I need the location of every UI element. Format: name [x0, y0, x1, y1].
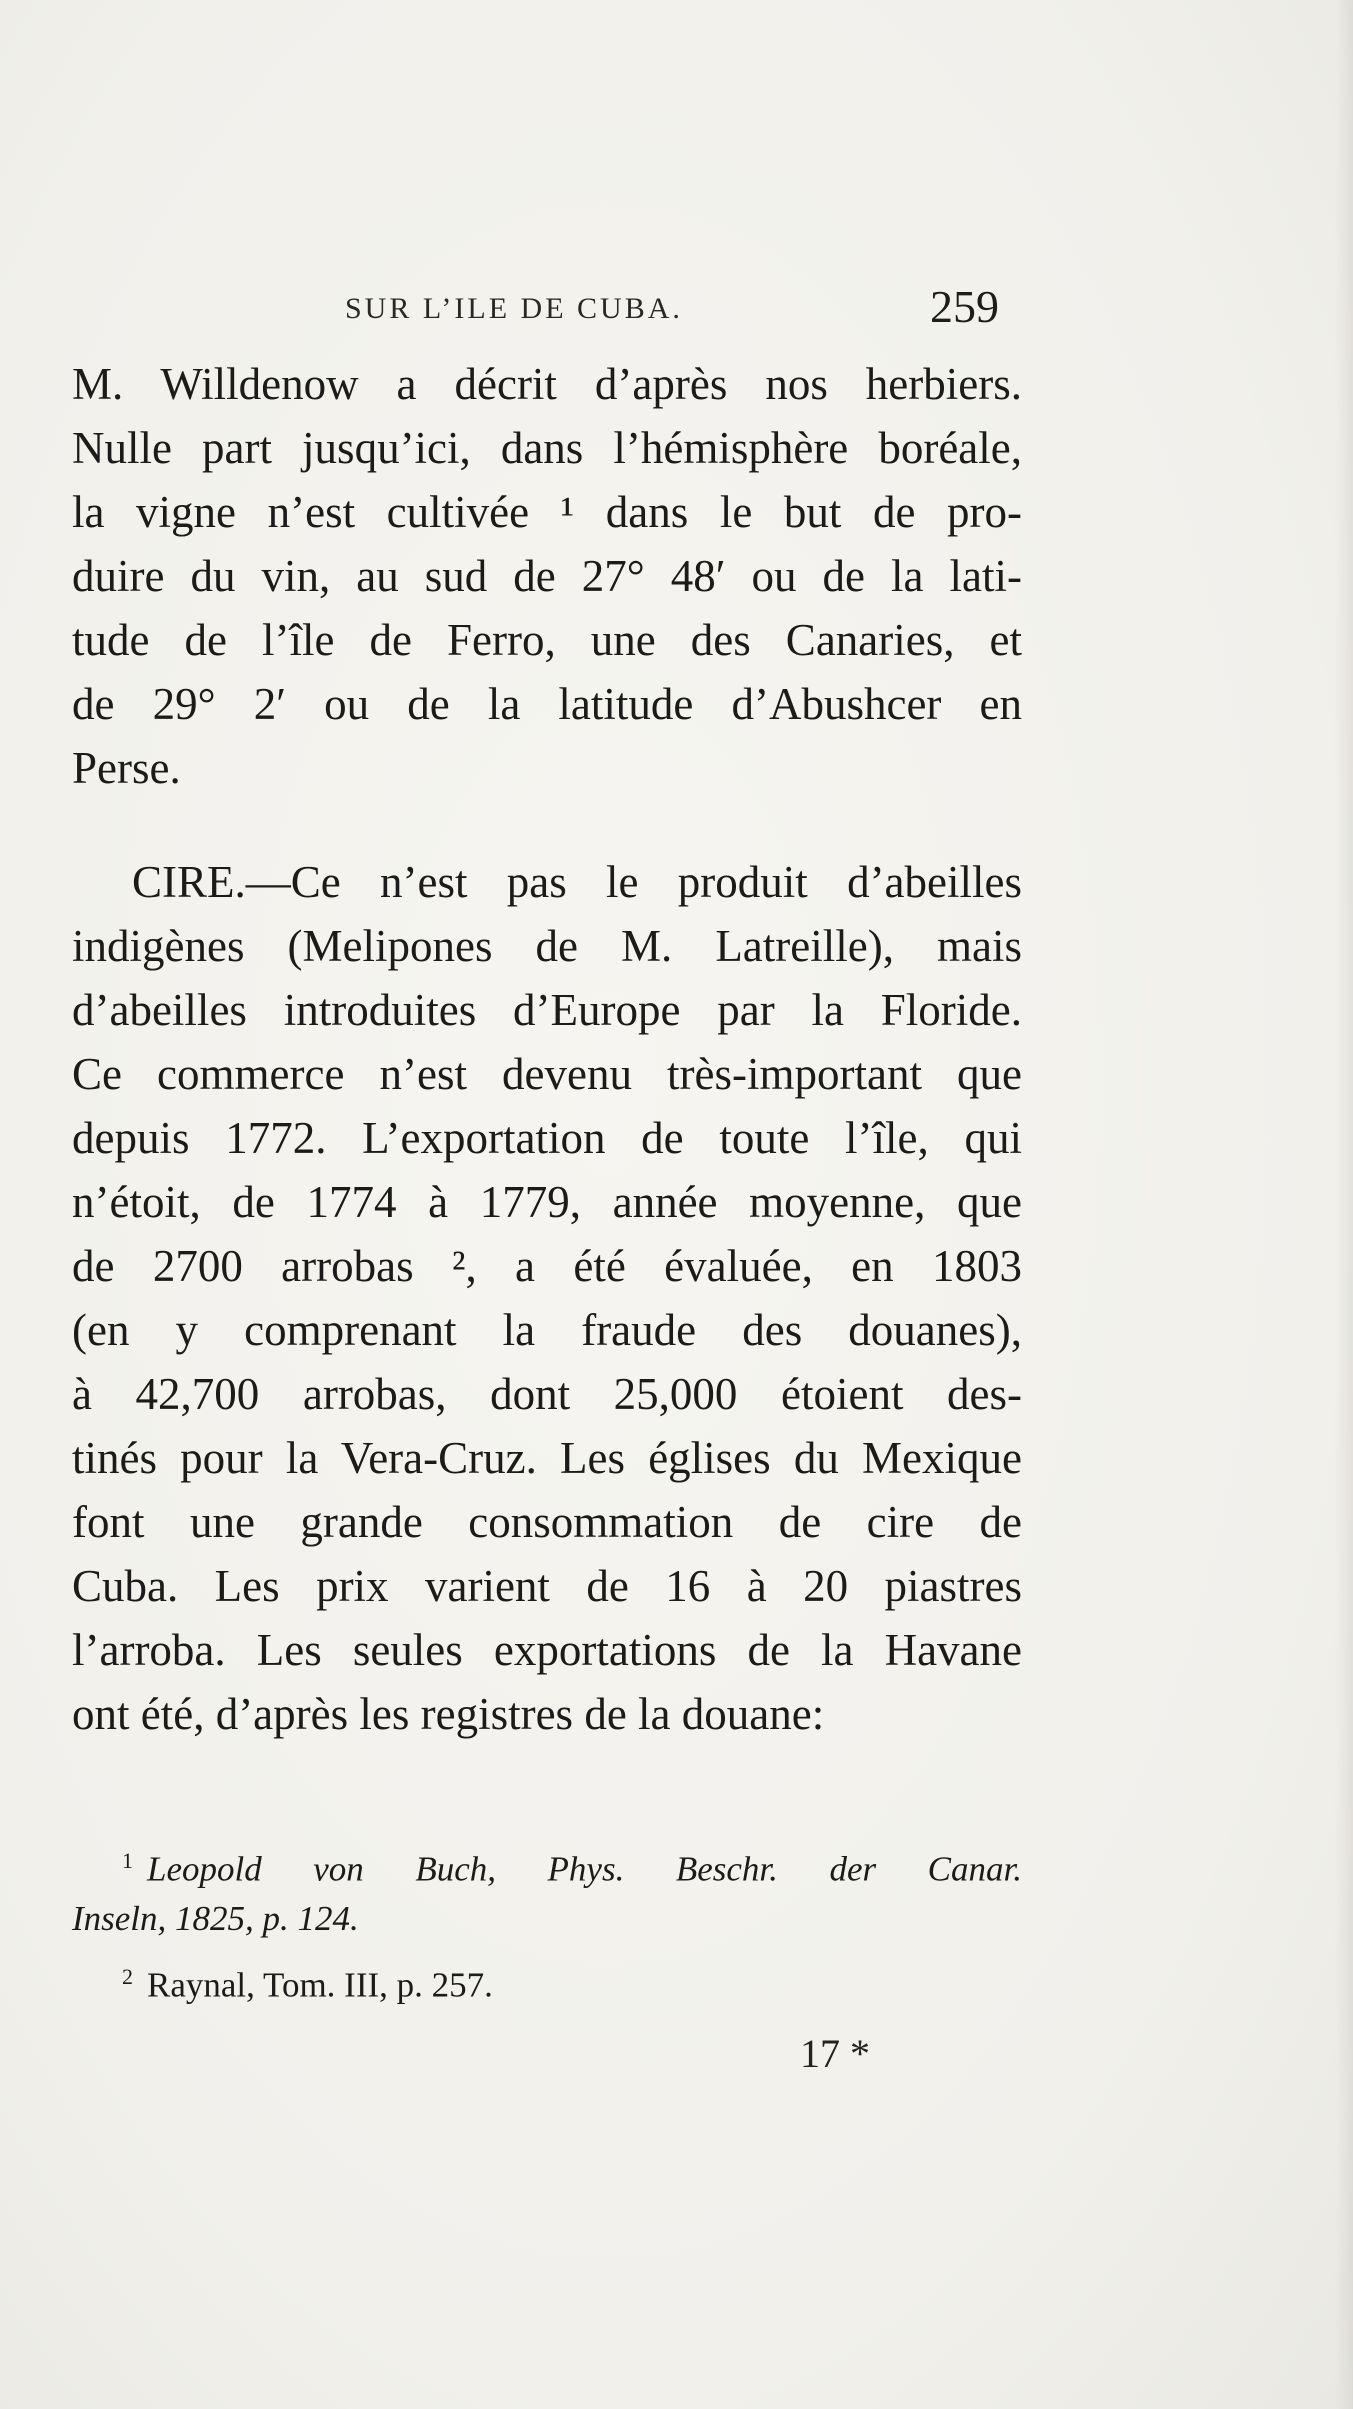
footnote-1: [72, 1832, 1022, 1890]
text-line: CIRE.—Ce n’est pas le produit d’abeilles: [132, 857, 1022, 907]
text-line: de 29° 2′ ou de la latitude d’Abushcer en: [72, 679, 1022, 729]
text-line: ont été, d’après les registres de la douane:: [72, 1689, 825, 1739]
signature-mark: 17 *: [800, 2031, 870, 2076]
text-line: indigènes (Melipones de M. Latreille), mais: [72, 921, 1022, 971]
text-line: font une grande consommation de cire de: [72, 1497, 1022, 1547]
paragraph-willdenow: [72, 352, 1022, 800]
footnotes: [72, 1832, 1022, 2006]
text-line: la vigne n’est cultivée ¹ dans le but de pro-: [72, 487, 1022, 537]
page-header: [0, 281, 1353, 338]
page-edge-shadow: [1335, 0, 1353, 2409]
text-line: d’abeilles introduites d’Europe par la Floride.: [72, 985, 1022, 1035]
running-title: SUR L’ILE DE CUBA.: [345, 292, 683, 325]
text-line: tinés pour la Vera-Cruz. Les églises du Mexique: [72, 1433, 1022, 1483]
paragraph-cire: [72, 850, 1022, 1746]
text-line: à 42,700 arrobas, dont 25,000 étoient des-: [72, 1369, 1022, 1419]
text-line: de 2700 arrobas ², a été évaluée, en 1803: [72, 1241, 1022, 1291]
footnote-text: Raynal, Tom. III, p. 257.: [147, 1965, 493, 2005]
text-line: Nulle part jusqu’ici, dans l’hémisphère boréale,: [72, 423, 1022, 473]
text-line: Ce commerce n’est devenu très-important que: [72, 1049, 1022, 1099]
footnote-2: [72, 1948, 1022, 2006]
text-line: l’arroba. Les seules exportations de la Havane: [72, 1625, 1022, 1675]
text-line: duire du vin, au sud de 27° 48′ ou de la lati-: [72, 551, 1022, 601]
text-line: M. Willdenow a décrit d’après nos herbiers.: [72, 359, 1022, 409]
text-line: Perse.: [72, 743, 181, 793]
footnote-text: Inseln, 1825, p. 124.: [72, 1899, 359, 1938]
text-line: n’étoit, de 1774 à 1779, année moyenne, que: [72, 1177, 1022, 1227]
text-line: Cuba. Les prix varient de 16 à 20 piastres: [72, 1561, 1022, 1611]
text-line: depuis 1772. L’exportation de toute l’île, qui: [72, 1113, 1022, 1163]
footnote-number: 2: [122, 1964, 133, 1989]
text-line: (en y comprenant la fraude des douanes),: [72, 1305, 1022, 1355]
footnote-number: 1: [122, 1848, 133, 1873]
footnote-text: Leopold von Buch, Phys. Beschr. der Canar.: [147, 1849, 1022, 1889]
text-line: tude de l’île de Ferro, une des Canaries, et: [72, 615, 1022, 665]
footnote-1-continuation: [72, 1890, 1022, 1948]
page-number: 259: [930, 281, 999, 332]
